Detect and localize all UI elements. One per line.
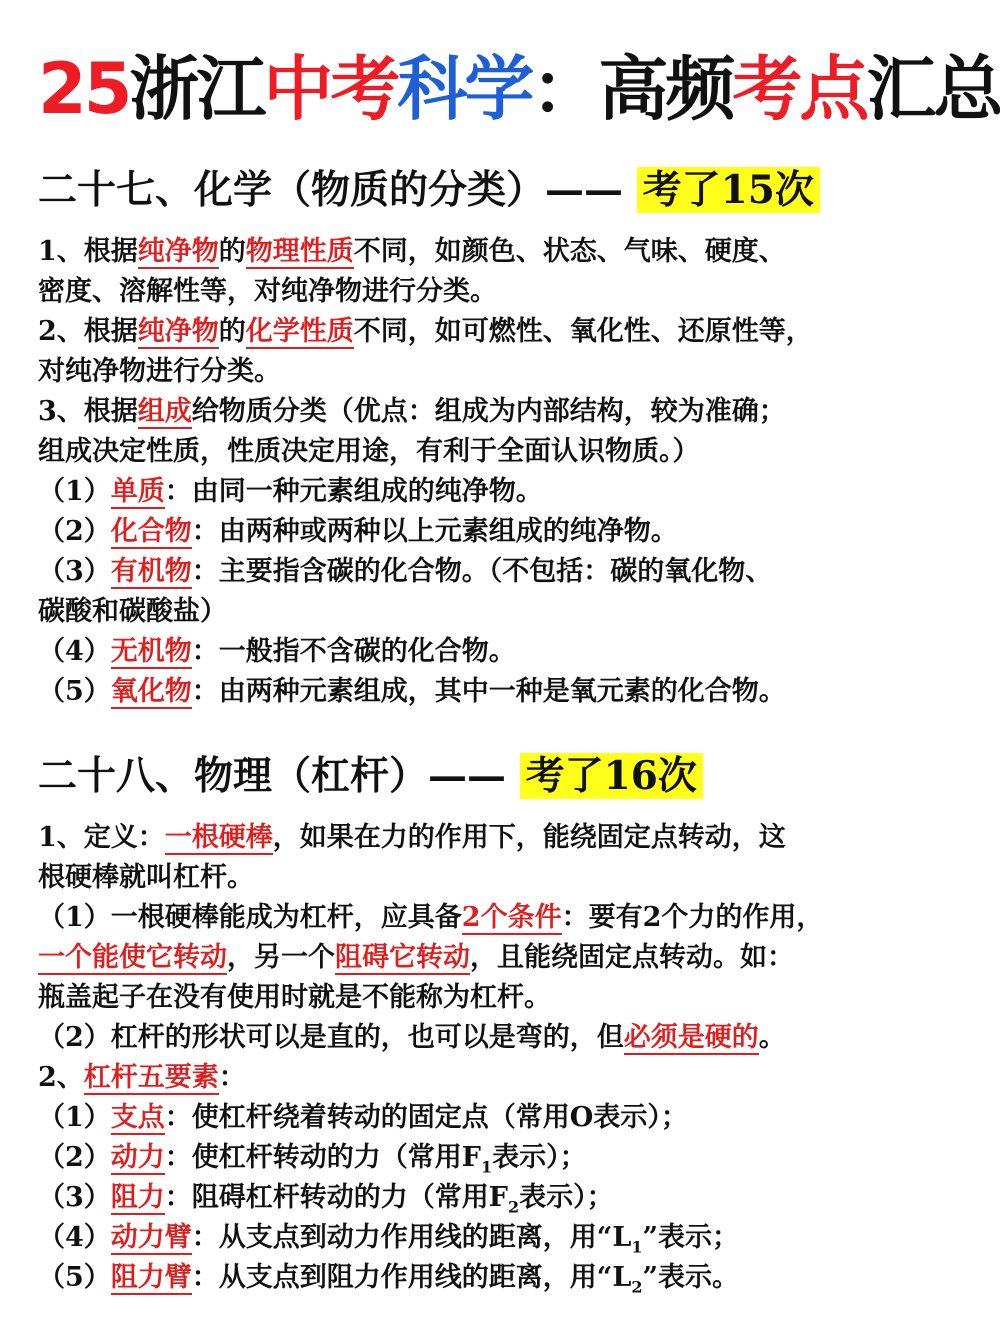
text-line: （2）动力：使杠杆转动的力（常用$F_1$表示）；	[38, 1142, 587, 1177]
text-line: （4）无机物：一般指不含碳的化合物。	[38, 636, 516, 667]
text-line: 一个能使它转动，另一个阻碍它转动，且能绕固定点转动。如：	[38, 942, 794, 973]
text-line: 瓶盖起子在没有使用时就是不能称为杠杆。	[38, 982, 551, 1013]
title-province: 浙江	[129, 48, 264, 130]
keyword: 化合物	[110, 516, 192, 547]
subscript: 2	[631, 1277, 643, 1297]
keyword: 氧化物	[110, 676, 192, 707]
title-exam: 中考	[263, 48, 398, 130]
text-line: （3）阻力：阻碍杠杆转动的力（常用$F_2$表示）；	[38, 1182, 614, 1217]
title-subject: 科学	[397, 48, 532, 130]
text-line: 根硬棒就叫杠杆。	[38, 862, 254, 893]
keyword: 有机物	[110, 556, 192, 587]
text-line: （5）氧化物：由两种元素组成，其中一种是氧元素的化合物。	[38, 676, 786, 707]
keyword: 纯净物	[137, 236, 219, 267]
text-line: （1）一根硬棒能成为杠杆，应具备2个条件：要有2个力的作用，	[38, 902, 824, 933]
text-line: 1、根据纯净物的物理性质不同，如颜色、状态、气味、硬度、	[38, 236, 786, 267]
text-line: 碳酸和碳酸盐）	[38, 596, 227, 627]
section-body-physics	[38, 818, 974, 1298]
keyword: 组成	[137, 396, 192, 427]
text-line: （4）动力臂：从支点到动力作用线的距离，用“$L_1$”表示；	[38, 1222, 739, 1257]
keyword: 2个条件	[461, 902, 562, 933]
text-line: 2、根据纯净物的化学性质不同，如可燃性、氧化性、还原性等，	[38, 316, 813, 347]
keyword: 动力	[110, 1142, 165, 1173]
text-line: （2）化合物：由两种或两种以上元素组成的纯净物。	[38, 516, 678, 547]
keyword: 阻力	[110, 1182, 165, 1213]
title-frequency: ：高频	[531, 48, 733, 130]
subscript: 2	[507, 1197, 520, 1217]
section-body-chemistry	[38, 232, 974, 712]
text-line: 2、杠杆五要素：	[38, 1062, 246, 1093]
text-line: （1）单质：由同一种元素组成的纯净物。	[38, 476, 543, 507]
text-line: （1）支点：使杠杆绕着转动的固定点（常用O表示）；	[38, 1102, 688, 1133]
keyword: 动力臂	[110, 1222, 192, 1253]
text-line: 1、定义：一根硬棒，如果在力的作用下，能绕固定点转动，这	[38, 822, 786, 853]
title-summary: 汇总	[866, 48, 1000, 130]
keyword: 阻碍它转动	[335, 942, 470, 973]
subscript: 1	[631, 1237, 643, 1257]
keyword: 一根硬棒	[164, 822, 273, 853]
keyword: 无机物	[110, 636, 192, 667]
section-heading-chemistry	[38, 162, 974, 218]
exam-count-badge: 考了15次	[637, 167, 820, 213]
text-line: （2）杠杆的形状可以是直的，也可以是弯的，但必须是硬的。	[38, 1022, 786, 1053]
text-line: （5）阻力臂：从支点到阻力作用线的距离，用“$L_2$”表示。	[38, 1262, 739, 1297]
keyword: 杠杆五要素	[83, 1062, 219, 1093]
section-heading-text: 二十八、物理（杠杆）——	[38, 753, 507, 799]
page-title	[38, 0, 1000, 132]
keyword: 化学性质	[245, 316, 354, 347]
keyword: 一个能使它转动	[38, 942, 227, 973]
title-year: 25	[38, 48, 130, 130]
text-line: 组成决定性质，性质决定用途，有利于全面认识物质。）	[38, 436, 700, 467]
subscript: 1	[480, 1157, 493, 1177]
section-heading-physics	[38, 748, 974, 804]
exam-count-badge: 考了16次	[520, 753, 703, 799]
text-line: 3、根据组成给物质分类（优点：组成为内部结构，较为准确；	[38, 396, 786, 427]
text-line: （3）有机物：主要指含碳的化合物。（不包括：碳的氧化物、	[38, 556, 773, 587]
keyword: 必须是硬的	[623, 1022, 759, 1053]
keyword: 单质	[110, 476, 165, 507]
keyword: 支点	[110, 1102, 165, 1133]
text-line: 密度、溶解性等，对纯净物进行分类。	[38, 276, 497, 307]
text-line: 对纯净物进行分类。	[38, 356, 281, 387]
section-heading-text: 二十七、化学（物质的分类）——	[38, 167, 624, 213]
keyword: 阻力臂	[110, 1262, 192, 1293]
keyword: 物理性质	[245, 236, 354, 267]
title-points: 考点	[732, 48, 867, 130]
keyword: 纯净物	[137, 316, 219, 347]
